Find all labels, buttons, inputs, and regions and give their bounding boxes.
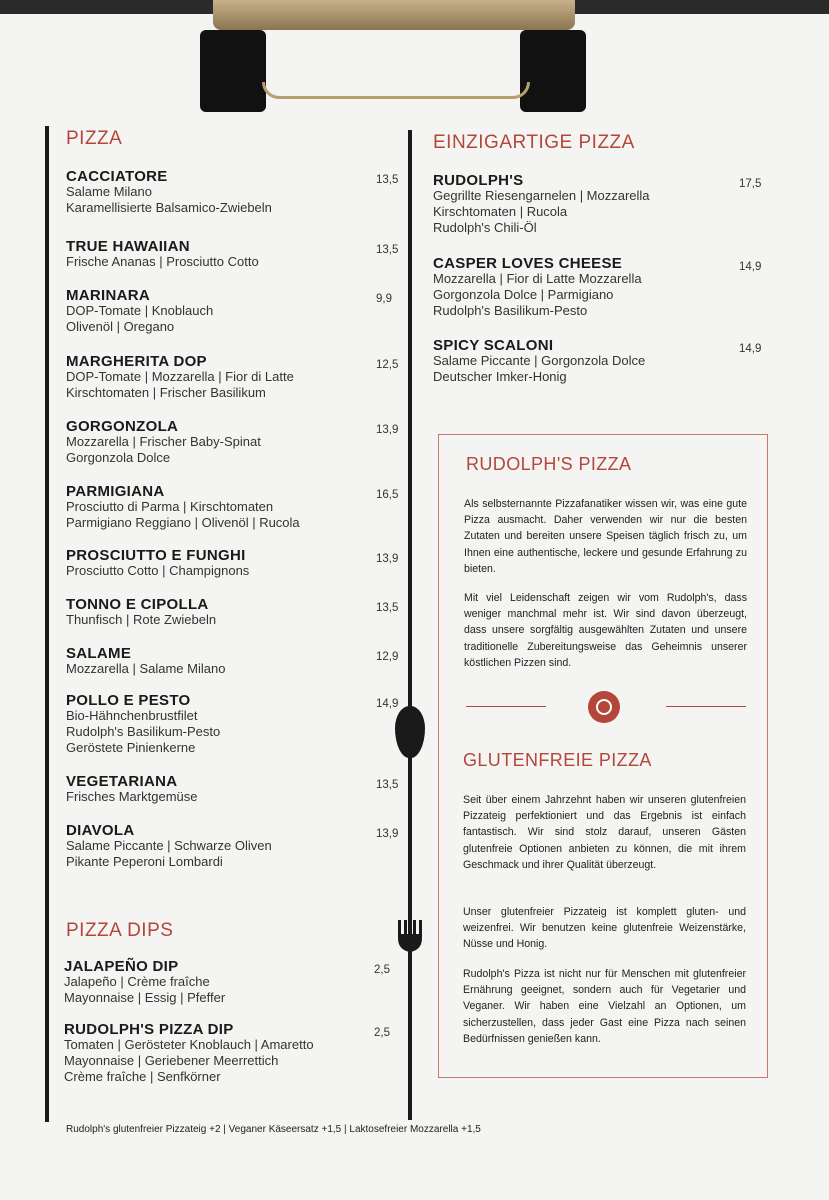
menu-item-name: TRUE HAWAIIAN [66, 238, 190, 255]
menu-item-name: MARGHERITA DOP [66, 353, 207, 370]
menu-item-name: CASPER LOVES CHEESE [433, 255, 623, 272]
menu-item-name: JALAPEÑO DIP [64, 958, 179, 975]
menu-item-description: Frisches Marktgemüse [66, 789, 198, 804]
clipboard-wire [262, 82, 530, 99]
menu-item-price: 13,9 [376, 828, 399, 840]
menu-item-name: SPICY SCALONI [433, 337, 554, 354]
divider-line-right [666, 706, 746, 707]
rudolphs-paragraph-1: Als selbsternannte Pizzafanatiker wissen wir, was eine gute Pizza ausmacht. Daher verwenden wir nur die besten Zutaten und bereiten unsere Speisen täglich frisch zu, um Ihnen eine authentische, leckere und gesunde Erfahrung zu bieten. [464, 498, 747, 575]
menu-item-name: RUDOLPH'S [433, 172, 524, 189]
menu-item-name: VEGETARIANA [66, 773, 178, 790]
menu-item-name: SALAME [66, 645, 132, 662]
clipboard-clip-right [520, 30, 586, 112]
spoon-fork-divider [408, 130, 412, 1120]
menu-item-description: Frische Ananas | Prosciutto Cotto [66, 254, 259, 269]
menu-item-price: 13,9 [376, 553, 399, 565]
menu-item-description: Prosciutto Cotto | Champignons [66, 563, 250, 578]
glutenfree-paragraph-2: Unser glutenfreier Pizzateig ist komplett gluten- und weizenfrei. Wir benutzen keine glutenfreie Weizenstärke, Nüsse und Honig. [463, 906, 746, 951]
menu-item-price: 17,5 [739, 178, 762, 190]
menu-item-description: Gegrillte Riesengarnelen | Mozzarella Kirschtomaten | Rucola Rudolph's Chili-Öl [433, 188, 650, 235]
menu-item-price: 12,9 [376, 651, 399, 663]
rudolphs-pizza-title: RUDOLPH'S PIZZA [466, 454, 632, 474]
menu-item-name: RUDOLPH'S PIZZA DIP [64, 1021, 234, 1038]
menu-item-price: 9,9 [376, 293, 392, 305]
menu-item-price: 13,5 [376, 174, 399, 186]
menu-item-description: Salame Milano Karamellisierte Balsamico-Zwiebeln [66, 184, 272, 215]
menu-item-description: Bio-Hähnchenbrustfilet Rudolph's Basilikum-Pesto Geröstete Pinienkerne [66, 708, 221, 755]
menu-item-name: MARINARA [66, 287, 151, 304]
menu-item-description: Mozzarella | Salame Milano [66, 661, 226, 676]
menu-item-description: Salame Piccante | Schwarze Oliven Pikante Peperoni Lombardi [66, 838, 272, 869]
menu-item-price: 13,9 [376, 424, 399, 436]
glutenfree-title: GLUTENFREIE PIZZA [463, 750, 652, 770]
menu-item-description: Thunfisch | Rote Zwiebeln [66, 612, 217, 627]
divider-line-left [466, 706, 546, 707]
clipboard-clip-left [200, 30, 266, 112]
special-section-title: EINZIGARTIGE PIZZA [433, 132, 635, 153]
menu-item-description: Jalapeño | Crème fraîche Mayonnaise | Essig | Pfeffer [64, 974, 226, 1005]
menu-item-price: 14,9 [376, 698, 399, 710]
menu-item-name: DIAVOLA [66, 822, 135, 839]
menu-item-name: GORGONZOLA [66, 418, 179, 435]
pizza-logo-icon [588, 691, 620, 723]
menu-item-price: 13,5 [376, 779, 399, 791]
menu-item-price: 12,5 [376, 359, 399, 371]
menu-item-price: 13,5 [376, 244, 399, 256]
rudolphs-paragraph-2: Mit viel Leidenschaft zeigen wir vom Rudolph's, dass weniger manchmal mehr ist. Wir sind davon überzeugt, dass unsere sorgfältig ausgewählten Zutaten und unsere traditionelle Zubereitungsweise das Geheimnis unserer köstlichen Pizzen sind. [464, 592, 747, 669]
menu-item-description: Mozzarella | Frischer Baby-Spinat Gorgonzola Dolce [66, 434, 261, 465]
menu-item-name: CACCIATORE [66, 168, 168, 185]
menu-item-description: Mozzarella | Fior di Latte Mozzarella Gorgonzola Dolce | Parmigiano Rudolph's Basilikum-Pesto [433, 271, 642, 318]
menu-item-price: 2,5 [374, 964, 390, 976]
menu-item-description: Tomaten | Gerösteter Knoblauch | Amaretto Mayonnaise | Geriebener Meerrettich Crème fraîche | Senfkörner [64, 1037, 314, 1084]
pizza-section-title: PIZZA [66, 128, 123, 149]
fork-icon [396, 920, 424, 960]
menu-item-price: 2,5 [374, 1027, 390, 1039]
knife-divider [45, 126, 49, 1122]
menu-item-description: DOP-Tomate | Mozzarella | Fior di Latte Kirschtomaten | Frischer Basilikum [66, 369, 294, 400]
clipboard-clamp [213, 0, 575, 30]
menu-item-description: Salame Piccante | Gorgonzola Dolce Deutscher Imker-Honig [433, 353, 646, 384]
menu-item-name: POLLO E PESTO [66, 692, 191, 709]
footer-extras: Rudolph's glutenfreier Pizzateig +2 | Veganer Käseersatz +1,5 | Laktosefreier Mozzarella +1,5 [66, 1124, 481, 1135]
menu-item-price: 16,5 [376, 489, 399, 501]
glutenfree-paragraph-3: Rudolph's Pizza ist nicht nur für Menschen mit glutenfreier Ernährung geeignet, sondern auch für Vegetarier und Veganer. Wir haben eine Vielzahl an Optionen, um sicherzustellen, dass jeder Gast eine Pizza nach seinen Bedürfnissen genießen kann. [463, 968, 746, 1045]
menu-item-description: Prosciutto di Parma | Kirschtomaten Parmigiano Reggiano | Olivenöl | Rucola [66, 499, 300, 530]
menu-item-price: 14,9 [739, 343, 762, 355]
menu-item-price: 13,5 [376, 602, 399, 614]
menu-item-name: PARMIGIANA [66, 483, 165, 500]
menu-item-price: 14,9 [739, 261, 762, 273]
glutenfree-paragraph-1: Seit über einem Jahrzehnt haben wir unseren glutenfreien Pizzateig perfektioniert und das Ergebnis ist einfach fantastisch. Wir sind stolz darauf, unseren Gästen glutenfreie Optionen anbieten zu können, die mit ihrem Geschmack und ihrer Qualität überzeugt. [463, 794, 746, 871]
dips-section-title: PIZZA DIPS [66, 920, 174, 941]
menu-item-description: DOP-Tomate | Knoblauch Olivenöl | Oregano [66, 303, 214, 334]
menu-item-name: PROSCIUTTO E FUNGHI [66, 547, 246, 564]
menu-item-name: TONNO E CIPOLLA [66, 596, 209, 613]
